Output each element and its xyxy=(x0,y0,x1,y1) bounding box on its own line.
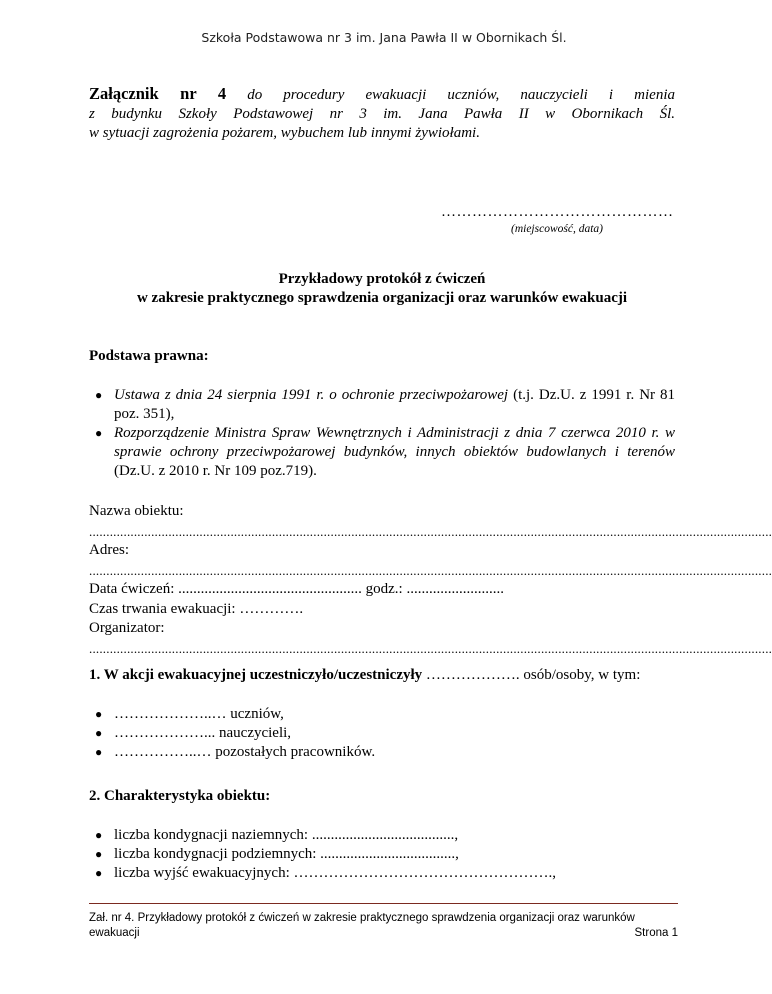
footer-text-2: ewakuacji xyxy=(89,927,140,939)
bullet-icon: ● xyxy=(95,847,103,861)
bullet-icon: ● xyxy=(95,745,103,759)
footer-line-2 xyxy=(89,926,678,941)
participant-text: ………………... nauczycieli, xyxy=(114,725,292,741)
object-name-dots: ...................................................................................................................................................................................................... xyxy=(89,523,772,539)
page-number: Strona 1 xyxy=(634,927,678,939)
bullet-icon: ● xyxy=(95,866,103,880)
title-line-1: Przykładowy protokół z ćwiczeń xyxy=(278,271,486,287)
footer-divider xyxy=(89,903,678,904)
legal-item xyxy=(89,424,675,481)
attachment-line-3: w sytuacji zagrożenia pożarem, wybuchem lub innymi żywiołami. xyxy=(89,125,480,141)
time-label: godz.: xyxy=(365,581,403,597)
attachment-intro xyxy=(89,84,675,143)
participant-item xyxy=(89,743,675,762)
legal-heading-text: Podstawa prawna: xyxy=(89,348,209,364)
participant-text: ………………..… uczniów, xyxy=(114,706,284,722)
bullet-icon: ● xyxy=(95,828,103,842)
bullet-icon: ● xyxy=(95,426,103,440)
duration-row xyxy=(89,600,675,620)
participant-item xyxy=(89,705,675,724)
bullet-icon: ● xyxy=(95,388,103,402)
place-date-field xyxy=(441,204,673,235)
section-2-title: 2. Charakterystyka obiektu: xyxy=(89,788,271,804)
organizer-label: Organizator: xyxy=(89,620,165,636)
attachment-line-1 xyxy=(89,84,675,105)
attachment-line-2: z budynku Szkoły Podstawowej nr 3 im. Jana Pawła II w Obornikach Śl. xyxy=(89,106,675,122)
characteristic-text: liczba wyjść ewakuacyjnych: ……………………………………………., xyxy=(114,865,557,881)
participant-item xyxy=(89,724,675,743)
section-2-heading xyxy=(89,787,675,806)
attachment-line1-rest: do procedury ewakuacji uczniów, nauczycieli i mienia xyxy=(226,87,675,103)
object-name-label: Nazwa obiektu: xyxy=(89,503,184,519)
bullet-icon: ● xyxy=(95,726,103,740)
section-2-list xyxy=(89,826,675,883)
object-characteristic-item xyxy=(89,864,675,883)
object-characteristic-item xyxy=(89,826,675,845)
participant-text: ……………..… pozostałych pracowników. xyxy=(114,744,376,760)
page-header: Szkoła Podstawowa nr 3 im. Jana Pawła II w Obornikach Śl. xyxy=(201,30,567,45)
duration-dots: …………. xyxy=(239,600,304,617)
legal-item-normal: (t.j. Dz.U. z 1991 r. Nr 81 poz. 351), xyxy=(114,387,675,422)
section-1-dots: ………………. xyxy=(425,667,520,683)
characteristic-text: liczba kondygnacji podziemnych: ...................................., xyxy=(114,846,459,862)
organizer-dots: ...................................................................................................................................................................................................... xyxy=(89,640,772,656)
address-dots: ...................................................................................................................................................................................................... xyxy=(89,562,772,578)
date-row xyxy=(89,580,675,600)
legal-item-normal: (Dz.U. z 2010 r. Nr 109 poz.719). xyxy=(114,463,317,479)
date-dots: ................................................. xyxy=(178,581,362,597)
attachment-label: Załącznik nr 4 xyxy=(89,84,227,103)
section-1-suffix: osób/osoby, w tym: xyxy=(523,667,641,683)
footer-text: Zał. nr 4. Przykładowy protokół z ćwiczeń w zakresie praktycznego sprawdzenia organizacji oraz warunków xyxy=(89,912,635,924)
object-form xyxy=(89,502,772,658)
legal-item xyxy=(89,386,675,424)
legal-item-italic: Rozporządzenie Ministra Spraw Wewnętrznych i Administracji z dnia 7 czerwca 2010 r. w sprawie ochrony przeciwpożarowej budynków, innych obiektów budowlanych i terenów xyxy=(114,425,675,460)
object-characteristic-item xyxy=(89,845,675,864)
legal-basis-list xyxy=(89,386,675,481)
page-footer xyxy=(89,911,678,941)
legal-item-italic: Ustawa z dnia 24 sierpnia 1991 r. o ochronie przeciwpożarowej xyxy=(114,387,509,403)
bullet-icon: ● xyxy=(95,707,103,721)
time-dots: .......................... xyxy=(406,581,504,597)
place-date-dots: ……………………………………… xyxy=(441,204,674,220)
legal-basis-heading xyxy=(89,347,675,366)
place-date-label: (miejscowość, data) xyxy=(511,223,603,235)
document-title xyxy=(89,270,675,308)
title-line-2: w zakresie praktycznego sprawdzenia organizacji oraz warunków ewakuacji xyxy=(136,290,628,306)
date-label: Data ćwiczeń: xyxy=(89,581,175,597)
duration-label: Czas trwania ewakuacji: xyxy=(89,600,236,617)
section-1-list xyxy=(89,705,675,762)
section-1-heading xyxy=(89,666,675,685)
characteristic-text: liczba kondygnacji naziemnych: ......................................, xyxy=(114,827,459,843)
section-1-title: 1. W akcji ewakuacyjnej uczestniczyło/uczestniczyły xyxy=(89,667,423,683)
address-label: Adres: xyxy=(89,542,129,558)
